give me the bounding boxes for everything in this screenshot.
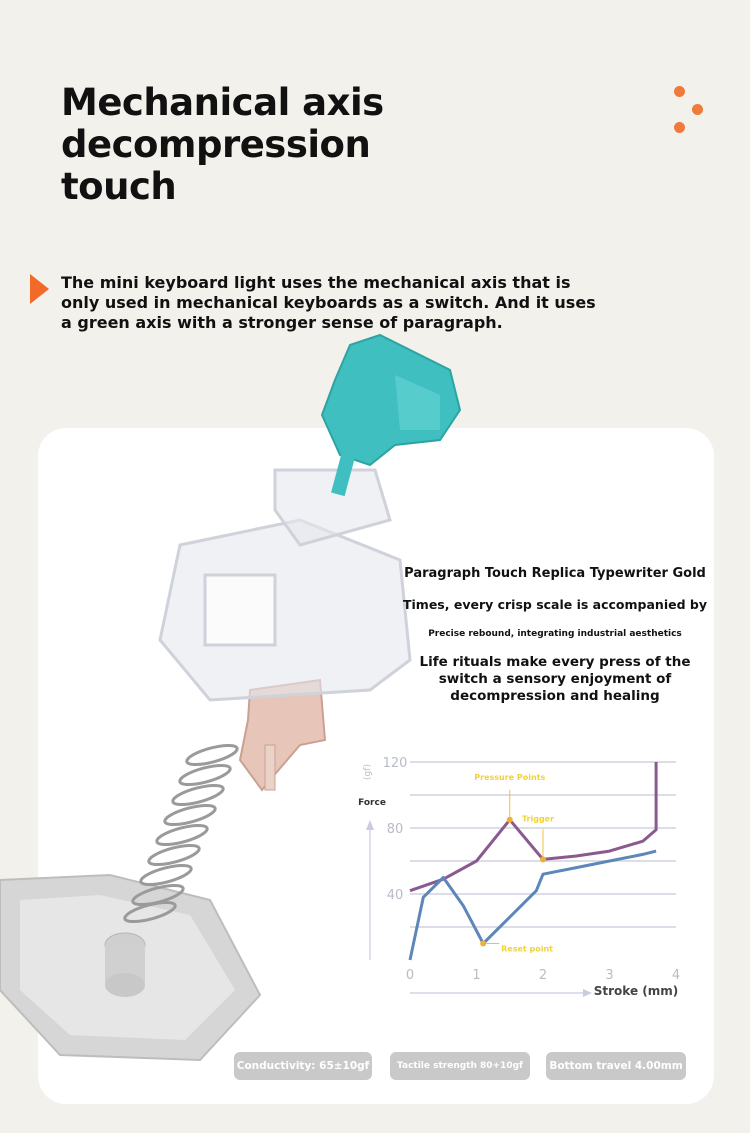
x-tick-label: 4 bbox=[671, 968, 681, 983]
spec-tactile-strength: Tactile strength 80+10gf bbox=[390, 1052, 530, 1080]
x-axis-label: Stroke (mm) bbox=[593, 984, 679, 998]
annotation-label: Pressure Points bbox=[474, 772, 546, 782]
switch-top-housing bbox=[160, 470, 410, 700]
desc-line-3: Precise rebound, integrating industrial aesthetics bbox=[428, 629, 682, 639]
dot-icon bbox=[674, 122, 685, 133]
intro-text: The mini keyboard light uses the mechanical axis that is only used in mechanical keyboards as a switch. And it uses a green axis with a stronger sense of paragraph. bbox=[61, 273, 596, 332]
spec-conductivity: Conductivity: 65±10gf bbox=[234, 1052, 372, 1080]
x-tick-label: 1 bbox=[472, 968, 481, 983]
annotation-label: Trigger bbox=[521, 814, 555, 824]
x-axis-arrow-icon bbox=[583, 989, 592, 997]
dot-icon bbox=[674, 86, 685, 97]
desc-line-2: Times, every crisp scale is accompanied by bbox=[402, 597, 707, 612]
annotation-point bbox=[507, 817, 513, 823]
x-tick-label: 3 bbox=[605, 968, 614, 983]
annotation-label: Reset point bbox=[501, 944, 554, 954]
decorative-dots bbox=[672, 84, 712, 136]
switch-base bbox=[0, 875, 260, 1060]
annotation-point bbox=[540, 856, 546, 862]
y-tick-label: 40 bbox=[386, 888, 404, 903]
title-line-1: Mechanical axis bbox=[61, 81, 384, 124]
page-title bbox=[61, 82, 384, 208]
arrow-icon bbox=[30, 274, 49, 304]
desc-line-4: Life rituals make every press of the switch a sensory enjoyment of decompression and healing bbox=[419, 654, 691, 704]
x-tick-label: 0 bbox=[405, 968, 415, 983]
y-tick-label: 120 bbox=[382, 756, 408, 771]
desc-line-1: Paragraph Touch Replica Typewriter Gold bbox=[404, 566, 706, 581]
y-axis-arrow-icon bbox=[366, 820, 374, 830]
force-stroke-chart bbox=[350, 750, 700, 1010]
title-line-3: touch bbox=[61, 165, 177, 208]
dot-icon bbox=[692, 104, 703, 115]
spec-bottom-travel: Bottom travel 4.00mm bbox=[546, 1052, 686, 1080]
annotation-point bbox=[480, 941, 486, 947]
x-tick-label: 2 bbox=[538, 968, 548, 983]
title-line-2: decompression bbox=[61, 123, 371, 166]
y-tick-label: 80 bbox=[386, 822, 404, 837]
y-unit-label: (gf) bbox=[363, 764, 373, 780]
y-axis-label: Force bbox=[358, 798, 386, 808]
